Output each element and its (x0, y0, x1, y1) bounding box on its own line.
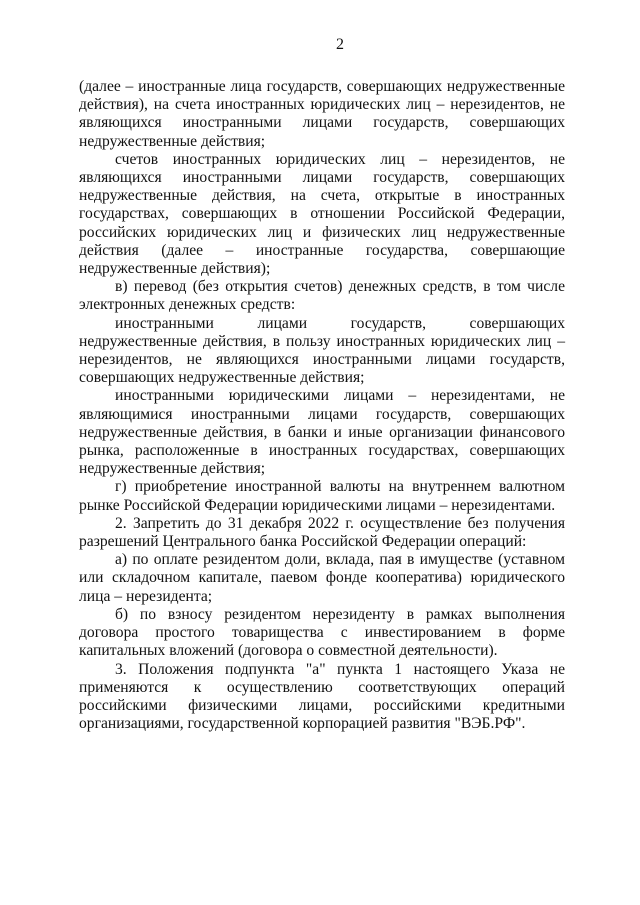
paragraph-clause-2-b: б) по взносу резидентом нерезиденту в рамках выполнения договора простого товарищества с инвестированием в форме капитальных вложений (договора о совместной деятельности). (79, 605, 565, 660)
document-body (79, 78, 565, 733)
paragraph-transfer-by-foreign-persons: иностранными лицами государств, совершающих недружественные действия, в пользу иностранных юридических лиц – нерезидентов, не являющихся иностранными лицами государств, совершающих недружественные действия; (79, 314, 565, 387)
paragraph-clause-3: 3. Положения подпункта "а" пункта 1 настоящего Указа не применяются к осуществлению соответствующих операций российскими физическими лицами, российскими кредитными организациями, государственной корпорацией развития "ВЭБ.РФ". (79, 660, 565, 733)
paragraph-clause-2: 2. Запретить до 31 декабря 2022 г. осуществление без получения разрешений Центрального банка Российской Федерации операций: (79, 514, 565, 551)
paragraph-foreign-accounts: счетов иностранных юридических лиц – нерезидентов, не являющихся иностранными лицами государств, совершающих недружественные действия, на счета, открытые в иностранных государствах, совершающих в отношении Российской Федерации, российских юридических лиц и физических лиц недружественные действия (далее – иностранные государства, совершающие недружественные действия); (79, 150, 565, 278)
page-number: 2 (336, 36, 344, 53)
paragraph-transfer-by-foreign-entities: иностранными юридическими лицами – нерезидентами, не являющимися иностранными лицами государств, совершающих недружественные действия, в банки и иные организации финансового рынка, расположенные в иностранных государствах, совершающих недружественные действия; (79, 387, 565, 478)
paragraph-item-g: г) приобретение иностранной валюты на внутреннем валютном рынке Российской Федерации юридическими лицами – нерезидентами. (79, 478, 565, 514)
paragraph-item-v: в) перевод (без открытия счетов) денежных средств, в том числе электронных денежных средств: (79, 278, 565, 314)
paragraph-clause-2-a: а) по оплате резидентом доли, вклада, пая в имуществе (уставном или складочном капитале, паевом фонде кооператива) юридического лица – нерезидента; (79, 551, 565, 605)
paragraph-continuation: (далее – иностранные лица государств, совершающих недружественные действия), на счета иностранных юридических лиц – нерезидентов, не являющихся иностранными лицами государств, совершающих недружественные действия; (79, 78, 565, 150)
